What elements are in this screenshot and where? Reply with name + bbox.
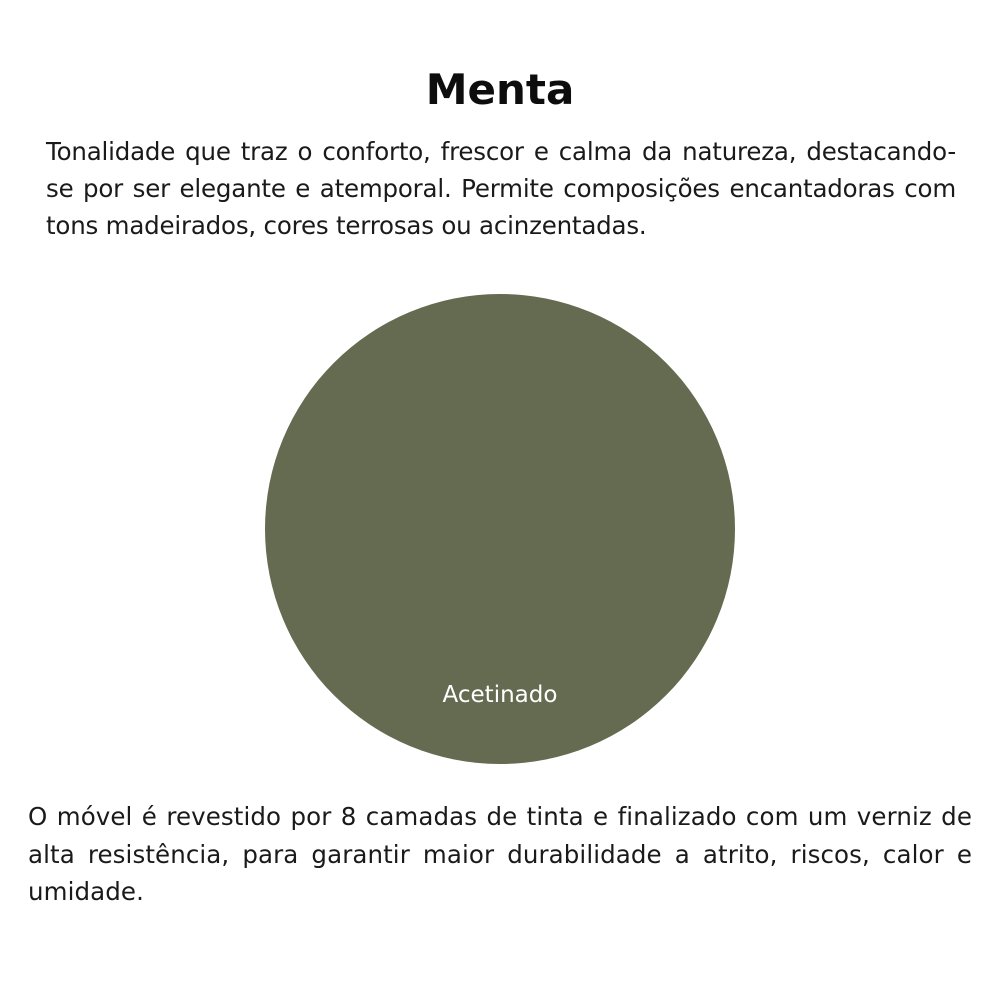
finish-label: Acetinado [442,682,558,708]
page-title: Menta [425,65,575,114]
finish-description: O móvel é revestido por 8 camadas de tinta e finalizado com um verniz de alta resistência, para garantir maior durabilidade a atrito, riscos, calor e umidade. [28,802,972,906]
color-swatch [265,294,735,764]
color-description: Tonalidade que traz o conforto, frescor e calma da natureza, destacando-se por ser elegante e atemporal. Permite composições encantadoras com tons madeirados, cores terrosas ou acinzentadas. [46,137,956,240]
